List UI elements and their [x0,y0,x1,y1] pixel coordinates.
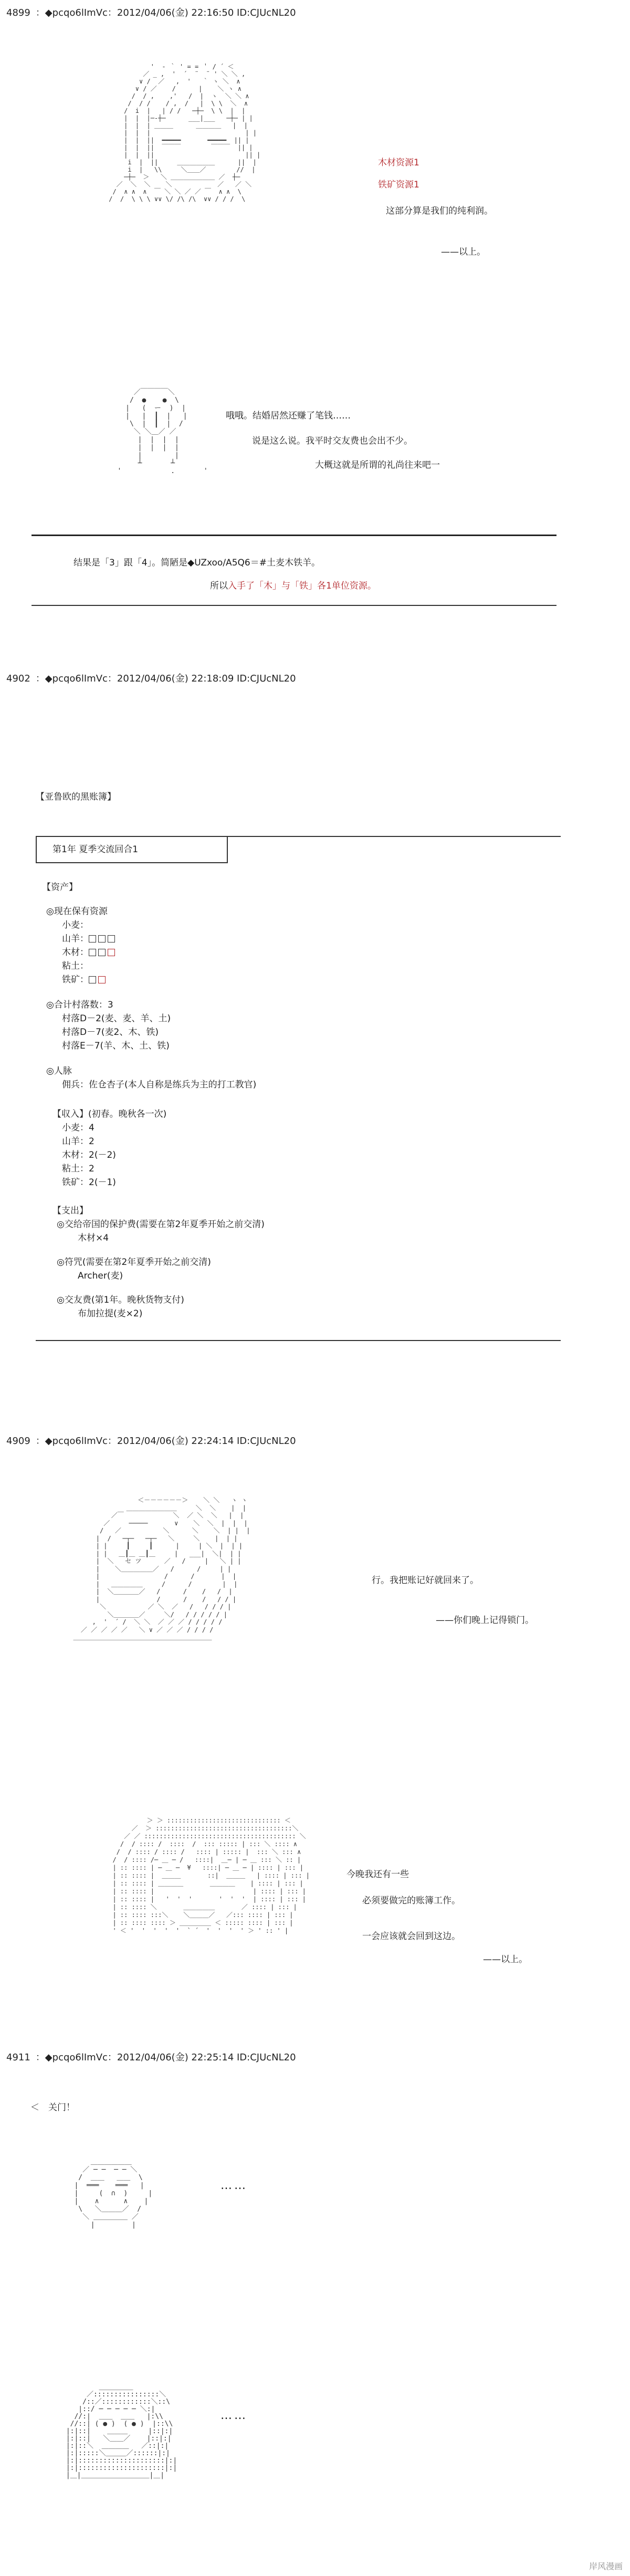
watermark: 岸风漫画 [589,2561,623,2571]
dialogue-line: 大概这就是所谓的礼尚往来吧一 [315,460,440,470]
divider [36,836,561,837]
assets-line: ◎现在保有资源 [46,906,108,917]
post-header [6,671,296,685]
post-number: 4902 [6,673,30,684]
ascii-art-face: ＿＿＿＿＿＿ ／ ─ ─ ─ ─ ＼ / ＿＿ ＿＿ \ | ═══ ═══ | | ( ∩ ) | | ∧ ∧ | \ ＼＿＿＿／ / ＼ ＿＿＿＿＿ ／ | | [74,2158,153,2229]
post-meta: ：◆pcqo6lImVc：2012/04/06(金) 22:16:50 ID:CJUcNL20 [35,7,296,18]
expense-line: 布加拉提(麦×2) [78,1308,143,1319]
ledger-section: 第1年 夏季交流回合1 [52,844,139,855]
resource-wood: 木材： [62,947,117,958]
result-line: 所以入手了「木」与「铁」各1单位资源。 [210,581,376,591]
ellipsis: …… [220,2409,248,2422]
ascii-art-character: ' - ｀ ' = = ＇ / ´ ＜ ／ _ , ' ´ ¨ ¨ ' ＼ ＼ , ∨ / ／ , ' ｀ ヽ ＼ ∧ ∨ / ／ / | ＼ ヽ ∧ / / , ,' / | ヽ ＼ ＼ ∧ / / / / , / | \ \ ＼ ∧ / i | | / / ─┼─ \ \ | | | | |─-┼─ ___|___ ─┼─ | | | | | ＿＿＿ ＿＿＿＿ | | | | | | | | | || ━━━━━ ━━━━━ || | | | || ￣￣￣ ￣￣￣ || | | | || || | i | || ＿＿＿＿＿＿ || | i | \\ ＼＿＿／ // | ─┼─ ＞ ＼ ＿＿＿＿＿＿＿ ／ ┼─ ／ ＼ ＼ ＼ ／ ／ ＼ / ∧ ∧ ∧ ￣ ＼ ＼ ／ ／ ￣ ∧ ∧ \ / / \ \ \ ∨∨ \/ /\ /\ ∨∨ / / / \ [109,63,261,203]
post-header [6,5,296,19]
divider [36,1340,561,1341]
connections-heading: ◎人脉 [46,1066,72,1076]
post-meta: ：◆pcqo6lImVc：2012/04/06(金) 22:18:09 ID:CJUcNL20 [35,673,296,684]
post-number: 4899 [6,7,30,18]
village-line: 村落E－7(羊、木、土、铁) [62,1041,170,1051]
dialogue-line: 行。我把账记好就回来了。 [372,1575,479,1586]
village-line: 村落D－2(麦、麦、羊、土) [62,1013,171,1024]
dialogue-line: ——以上。 [441,247,486,257]
dialogue-line: 哦哦。结婚居然还赚了笔钱…… [226,411,351,421]
dialogue-line: 这部分算是我们的纯利润。 [386,206,493,216]
post-meta: ：◆pcqo6lImVc：2012/04/06(金) 22:24:14 ID:CJUcNL20 [35,1436,296,1447]
village-total: ◎合计村落数：3 [46,1000,113,1010]
resource-clay: 粘土： [62,961,89,971]
resource-iron: 铁矿： [62,975,108,986]
village-line: 村落D－7(麦2、木、铁) [62,1027,159,1038]
assets-heading: 【资产】 [42,882,78,893]
dialogue-line: ——以上。 [483,1954,528,1965]
ledger-title: 【亚鲁欧的黑账簿】 [36,792,116,802]
expense-line: ◎交友费(第1年。晚秋货物支付) [57,1295,184,1305]
ellipsis: …… [220,2179,248,2192]
post-meta: ：◆pcqo6lImVc：2012/04/06(金) 22:25:14 ID:CJUcNL20 [35,2052,296,2063]
expense-line: 木材×4 [78,1233,109,1243]
expense-line: Archer(麦) [78,1271,123,1281]
post-header [6,2050,296,2064]
ascii-art-face: ／￣￣￣￣＼ / ● ● \ | ( ー ) | | | ┃ | | \ | ┃ | / ＼ ＼＿／ ／ | | | | | | | | | | ┴ ┴ ' . ' [117,389,208,475]
dialogue-line: ——你们晚上记得锁门。 [436,1615,534,1626]
divider [32,605,556,606]
ascii-art-character: ＜－－－－－－＞ ＼ ＼ ヽ ヽ ＿＿＿＿＿＿＿＿ ＼ ＼ | | ／￣ ＼ ／ ＼ ＼ | | ／ ───── ∨ ＼ ＼ | | | / ／ ＼ ＼ ＼ | | | | / ─┬─ ─┬─ ＼ ＼ | | | | | ┃ ┃ | | ＼ | | | | | ＿┃＿ ＿┃＿ | ___| ＼| | | | ＼ セ ツ ／ / | ＼ | | | ＼＿＿＿＿＿／ / / | | | / / | | | ＿＿＿＿＿ / / | | | ＼＿＿＿＿／ / / / / | | / / / / / | ＼ ／ ＼ ／ / / / / | ＼＿＿＿＿／ ＼/ / / / / / | , ' ´ / ＼ ＼ ／ ／ ／ / / / / / ／ ／ ／ ／ ／ ＼ ∨ ／ ／ ／ / / / / ＿＿＿＿＿＿＿＿＿＿＿＿＿＿＿＿＿＿＿＿＿＿ [73,1496,250,1641]
result-line: 结果是「3」跟「4」。简陋是◆UZxoo/A5Q6＝#土麦木铁羊。 [74,558,320,568]
divider [36,862,228,863]
expense-heading: 【支出】 [52,1206,88,1216]
dialogue-line: 一会应该就会回到这边。 [362,1931,460,1942]
dialogue-line: 铁矿资源1 [378,180,419,190]
divider [32,535,556,536]
resource-ore: 山羊： [62,934,117,945]
dialogue-line: 说是这么说。我平时交友费也会出不少。 [252,436,413,446]
income-heading: 【収入】(初春。晚秋各一次) [52,1109,167,1119]
post-number: 4909 [6,1436,30,1447]
dialogue-line: 今晚我还有一些 [346,1869,409,1880]
income-line: 木材：2(－2) [62,1150,116,1160]
income-line: 小麦：4 [62,1123,94,1133]
post-number: 4911 [6,2052,30,2063]
ascii-art-character: ＿＿＿＿＿ ／::::::::::::::::＼ /::／::::::::::::＼::\ |::/ ─ ─ ─ ─ ─ ＼:| //:| ＿＿ ＿＿ |:\\ //::| ( ● ) ( ● ) |::\\ |:|::| ＿＿＿ |::|:| |:|::| ＼＿＿／ |::|:| |:|::＼ ＿＿＿＿ ／::|:| |:|:::::＼＿＿＿／::::::|:| |:|:::::::::::::::::::::|:| |:|:::::::::::::::::::::|:| |＿|＿＿＿＿＿＿＿＿＿＿|＿| [66,2383,177,2479]
post-header [6,1433,296,1447]
income-line: 粘土：2 [62,1164,94,1174]
income-line: 铁矿：2(－1) [62,1177,116,1188]
dialogue-line: ＜ 关门！ [30,2102,75,2113]
dialogue-line: 必须要做完的账簿工作。 [362,1896,460,1906]
ascii-art-character: ＞ ＞ :::::::::::::::::::::::::::::: ＜ ／ ＞ ::::::::::::::::::::::::::::::::::::＼ ／ ／ :::::::::::::::::::::::::::::::::::::::: ＼ / / :::: / :::: / ::: ::::: | ::: ＼ :::: ∧ / / :::: / :::: / :::: | ::::: | ::: ＼ ::: ∧ / / :::: /─ ＿ ─ / ::::| ＿─ | ─ ＿ ::: ＼ :: | | :: :::: | ─ ＿ ─ ¥ ::::| ─ ＿ ─ | :::: | ::: | | :: :::: | ＿＿＿ ::| ＿＿＿ | :::: | ::: | | :: :::: | ＿＿＿＿ ＿＿＿＿ | :::: | ::: | | :: :::: | | :::: | ::: | | :: :::: | ' ' ' ' ' ' | :::: | ::: | | :: :::: ＼ ＿＿＿＿＿ ／ :::: | ::: | | :: :::: :::＼ ＼＿＿＿／ ／::: :::: | ::: | | :: :::: :::: ＞ ＿＿＿＿＿ ＜ ::::: :::: | ::: | ' ＜ ' ' ' ' ' ` ´ ' ' ' ' ＞ ' :: ' | [112,1817,310,1934]
connections-line: 佣兵：佐仓杏子(本人自称是练兵为主的打工教官) [62,1080,257,1090]
dialogue-line: 木材资源1 [378,158,419,168]
income-line: 山羊：2 [62,1136,94,1147]
expense-line: ◎符咒(需要在第2年夏季开始之前交清) [57,1257,211,1268]
expense-line: ◎交给帝国的保护费(需要在第2年夏季开始之前交清) [57,1219,265,1230]
resource-wheat: 小麦： [62,920,89,930]
